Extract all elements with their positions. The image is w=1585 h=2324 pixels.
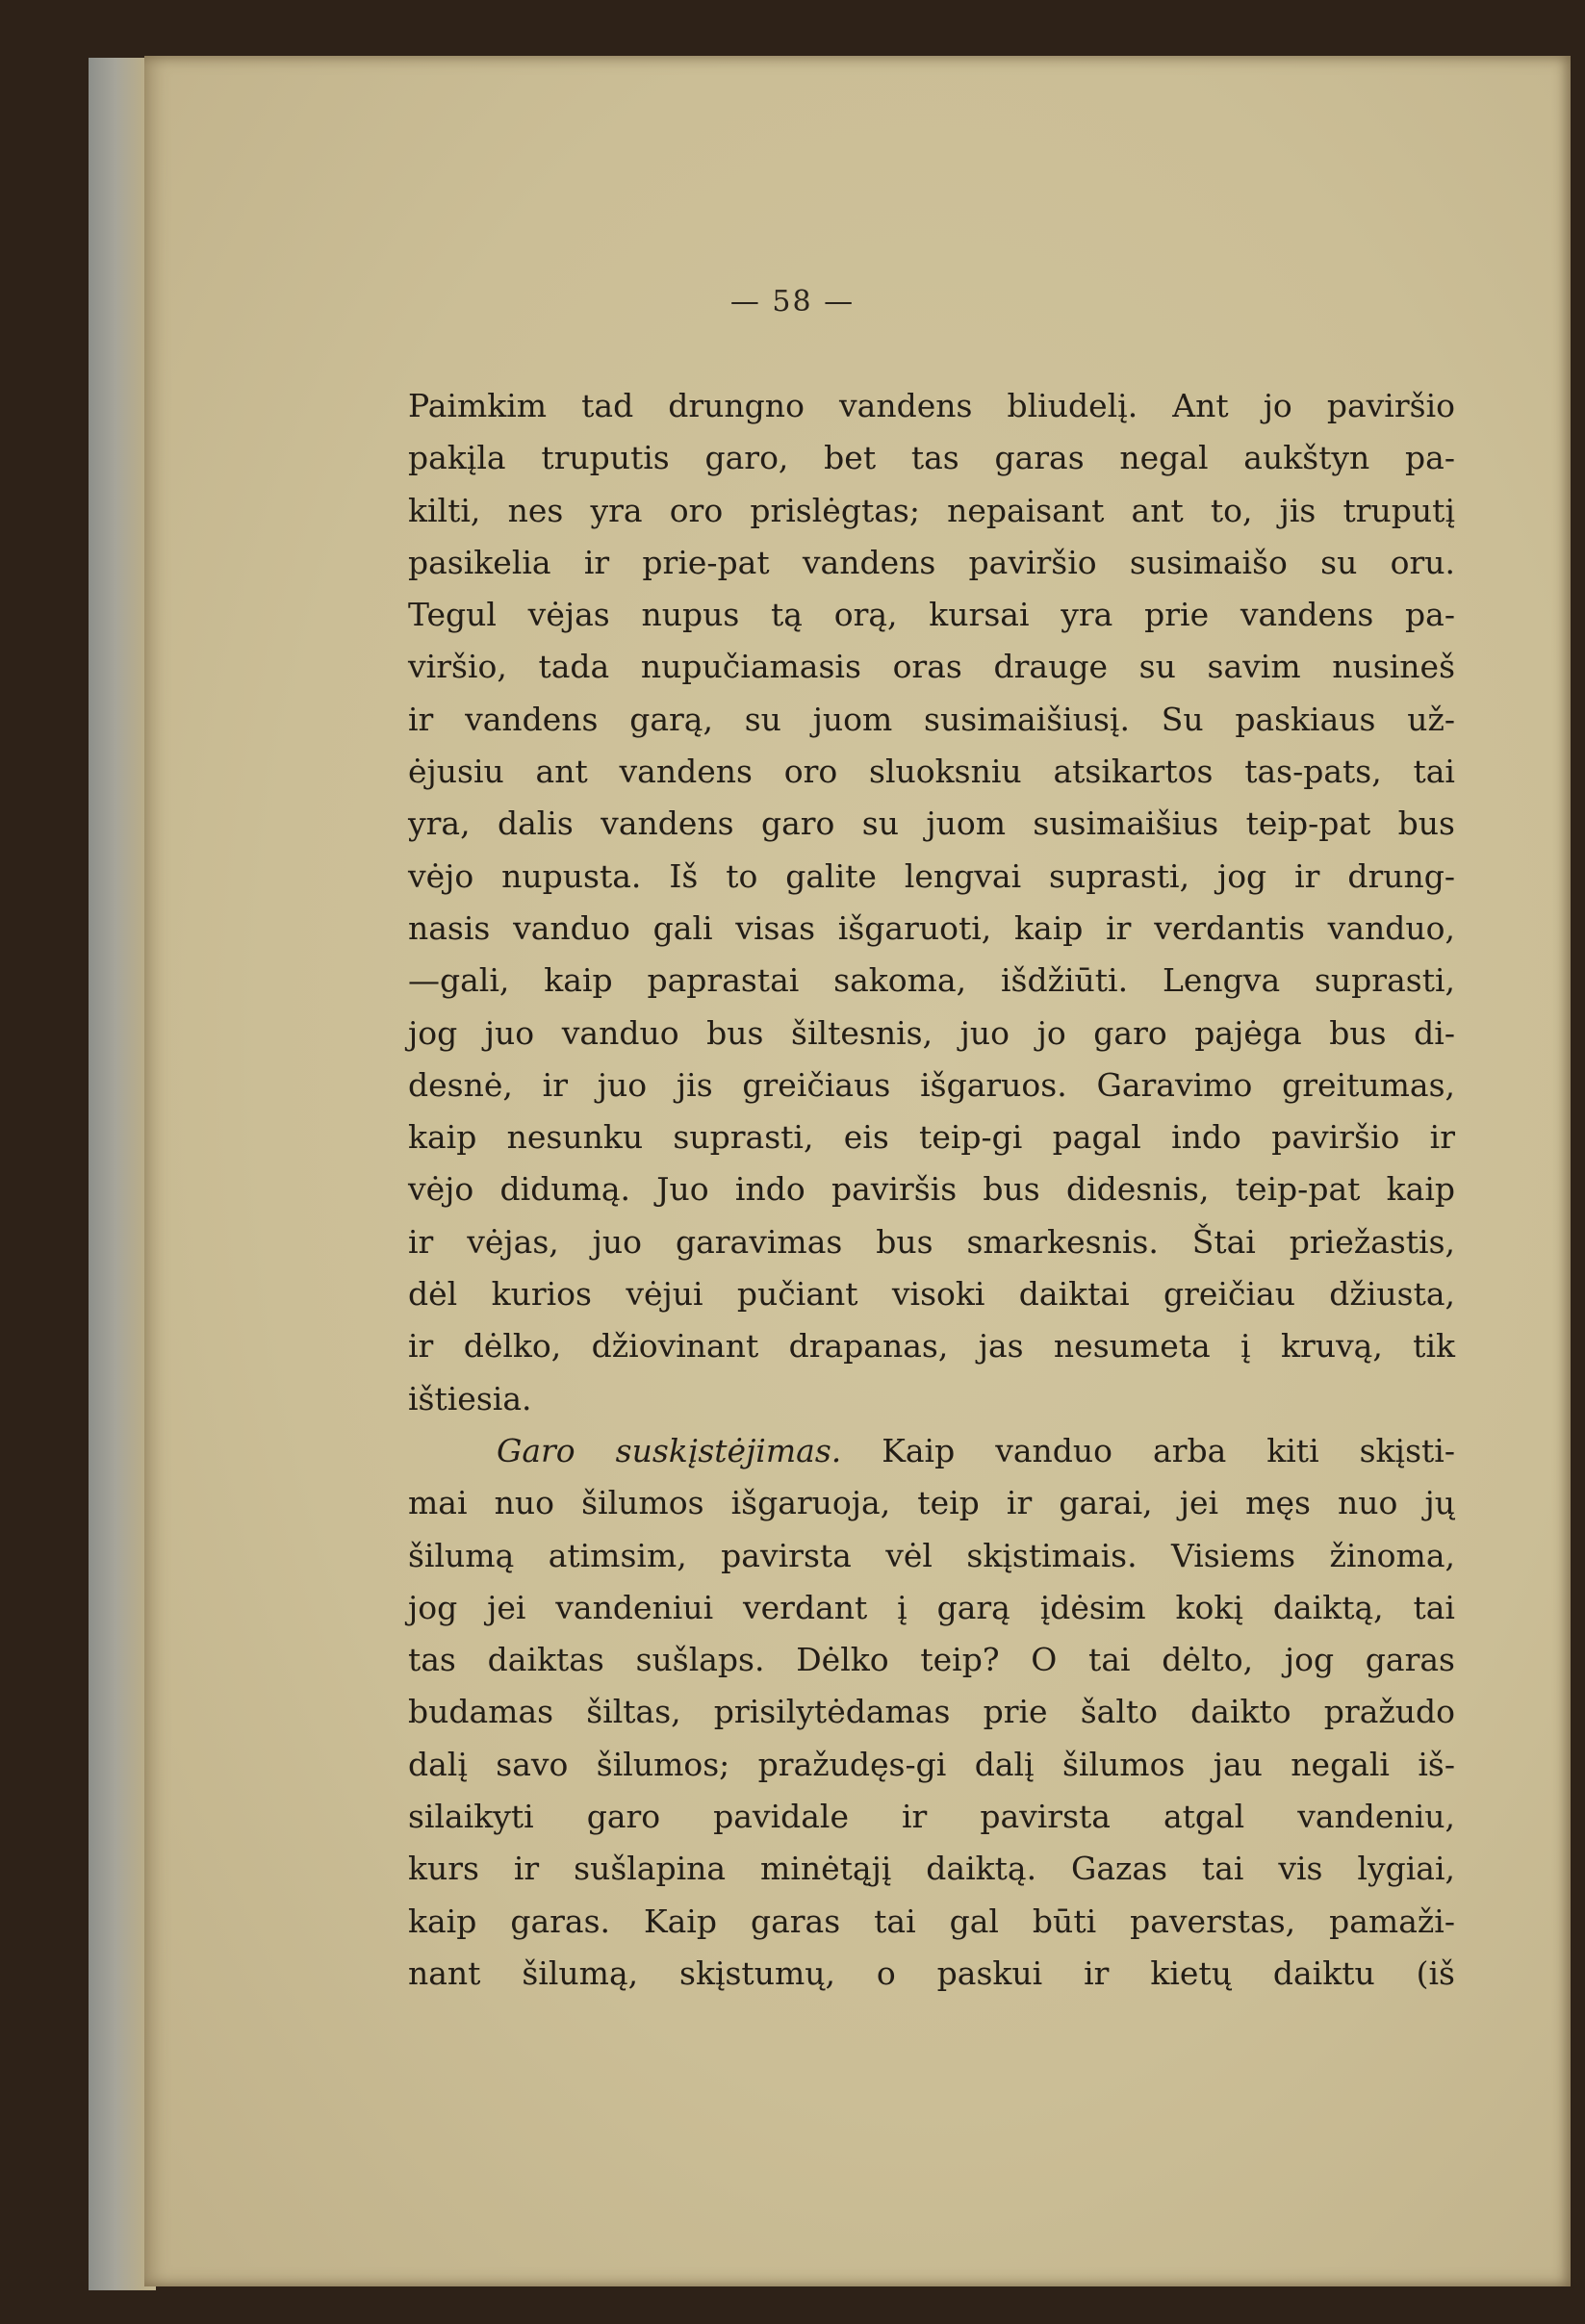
text-line (408, 1948, 1455, 2000)
text-line (408, 1373, 1455, 1425)
text-line-content: nant šilumą, skįstumų, o paskui ir kietų daiktu (iš (408, 1954, 1455, 1992)
text-line-content: silaikyti garo pavidale ir pavirsta atgal vandeniu, (408, 1798, 1455, 1836)
page-number: — 58 — (729, 285, 856, 319)
text-line-content: kilti, nes yra oro prislėgtas; nepaisant ant to, jis truputį (408, 491, 1455, 529)
text-line (408, 641, 1455, 693)
text-line (408, 1477, 1455, 1529)
text-line-content: ėjusiu ant vandens oro sluoksniu atsikartos tas-pats, tai (408, 753, 1455, 791)
text-line (408, 694, 1455, 746)
text-line-content: desnė, ir juo jis greičiaus išgaruos. Garavimo greitumas, (408, 1065, 1455, 1104)
text-line (408, 380, 1455, 432)
text-line-content: Paimkim tad drungno vandens bliudelį. Ant jo paviršio (408, 387, 1455, 424)
text-line-content: vėjo nupusta. Iš to galite lengvai suprasti, jog ir drung- (408, 856, 1455, 895)
text-line (408, 955, 1455, 1007)
text-line-content: dėl kurios vėjui pučiant visoki daiktai greičiau džiusta, (408, 1275, 1455, 1314)
text-line (408, 1111, 1455, 1163)
text-line-content: kaip garas. Kaip garas tai gal būti paverstas, pamaži- (408, 1902, 1455, 1940)
text-line (408, 1216, 1455, 1268)
text-line (408, 1582, 1455, 1634)
text-line (408, 1530, 1455, 1582)
text-line (408, 485, 1455, 537)
text-line-content: nasis vanduo gali visas išgaruoti, kaip ir verdantis vanduo, (408, 908, 1455, 947)
text-line-content: ir vandens garą, su juom susimaišiusį. Su paskiaus už- (408, 700, 1455, 738)
text-line (408, 1008, 1455, 1060)
text-line (408, 746, 1455, 798)
text-line (408, 1843, 1455, 1895)
text-line-content: dalį savo šilumos; pražudęs-gi dalį šilumos jau negali iš- (408, 1745, 1455, 1783)
text-line-content: kurs ir sušlapina minėtąjį daiktą. Gazas tai vis lygiai, (408, 1850, 1455, 1888)
text-line (408, 1634, 1455, 1686)
text-line-content: budamas šiltas, prisilytėdamas prie šalto daikto pražudo (408, 1693, 1455, 1731)
section-heading-italic: Garo suskįstėjimas. (497, 1431, 842, 1469)
text-line-content: vėjo didumą. Juo indo paviršis bus didesnis, teip-pat kaip (408, 1170, 1455, 1209)
text-line-content: jog jei vandeniui verdant į garą įdėsim kokį daiktą, tai (408, 1588, 1455, 1626)
text-line (408, 798, 1455, 850)
text-line (408, 432, 1455, 484)
text-line (408, 537, 1455, 589)
text-line (408, 1163, 1455, 1215)
text-line (408, 903, 1455, 955)
text-line (408, 1268, 1455, 1320)
text-line (408, 1686, 1455, 1738)
text-line (408, 1320, 1455, 1372)
text-line-content: ir vėjas, juo garavimas bus smarkesnis. Štai priežastis, (408, 1222, 1455, 1261)
text-line-content: tas daiktas sušlaps. Dėlko teip? O tai dėlto, jog garas (408, 1641, 1455, 1679)
text-line-content: pasikelia ir prie-pat vandens paviršio susimaišo su oru. (408, 543, 1455, 581)
text-line-content: —gali, kaip paprastai sakoma, išdžiūti. Lengva suprasti, (408, 961, 1455, 1000)
body-text (408, 380, 1455, 2000)
text-line-content: šilumą atimsim, pavirsta vėl skįstimais. Visiems žinoma, (408, 1536, 1455, 1574)
text-line (408, 589, 1455, 641)
text-line (408, 1896, 1455, 1948)
text-line-content: kaip nesunku suprasti, eis teip-gi pagal indo paviršio ir (408, 1118, 1455, 1157)
text-line-content: yra, dalis vandens garo su juom susimaišius teip-pat bus (408, 804, 1455, 843)
text-line (408, 851, 1455, 903)
text-line (408, 1425, 1455, 1477)
text-line-content: jog juo vanduo bus šiltesnis, juo jo garo pajėga bus di- (408, 1013, 1455, 1052)
text-line-content: mai nuo šilumos išgaruoja, teip ir garai, jei męs nuo jų (408, 1484, 1455, 1522)
text-line (408, 1791, 1455, 1843)
text-line (408, 1739, 1455, 1791)
text-line-content: Kaip vanduo arba kiti skįsti- (841, 1431, 1455, 1469)
text-line-content: Tegul vėjas nupus tą orą, kursai yra prie vandens pa- (408, 596, 1455, 634)
text-line-content: ištiesia. (408, 1379, 532, 1417)
text-line-content: viršio, tada nupučiamasis oras drauge su savim nusineš (408, 648, 1455, 686)
text-line-content: pakįla truputis garo, bet tas garas negal aukštyn pa- (408, 439, 1455, 477)
text-line (408, 1060, 1455, 1111)
text-line-content: ir dėlko, džiovinant drapanas, jas nesumeta į kruvą, tik (408, 1327, 1455, 1366)
